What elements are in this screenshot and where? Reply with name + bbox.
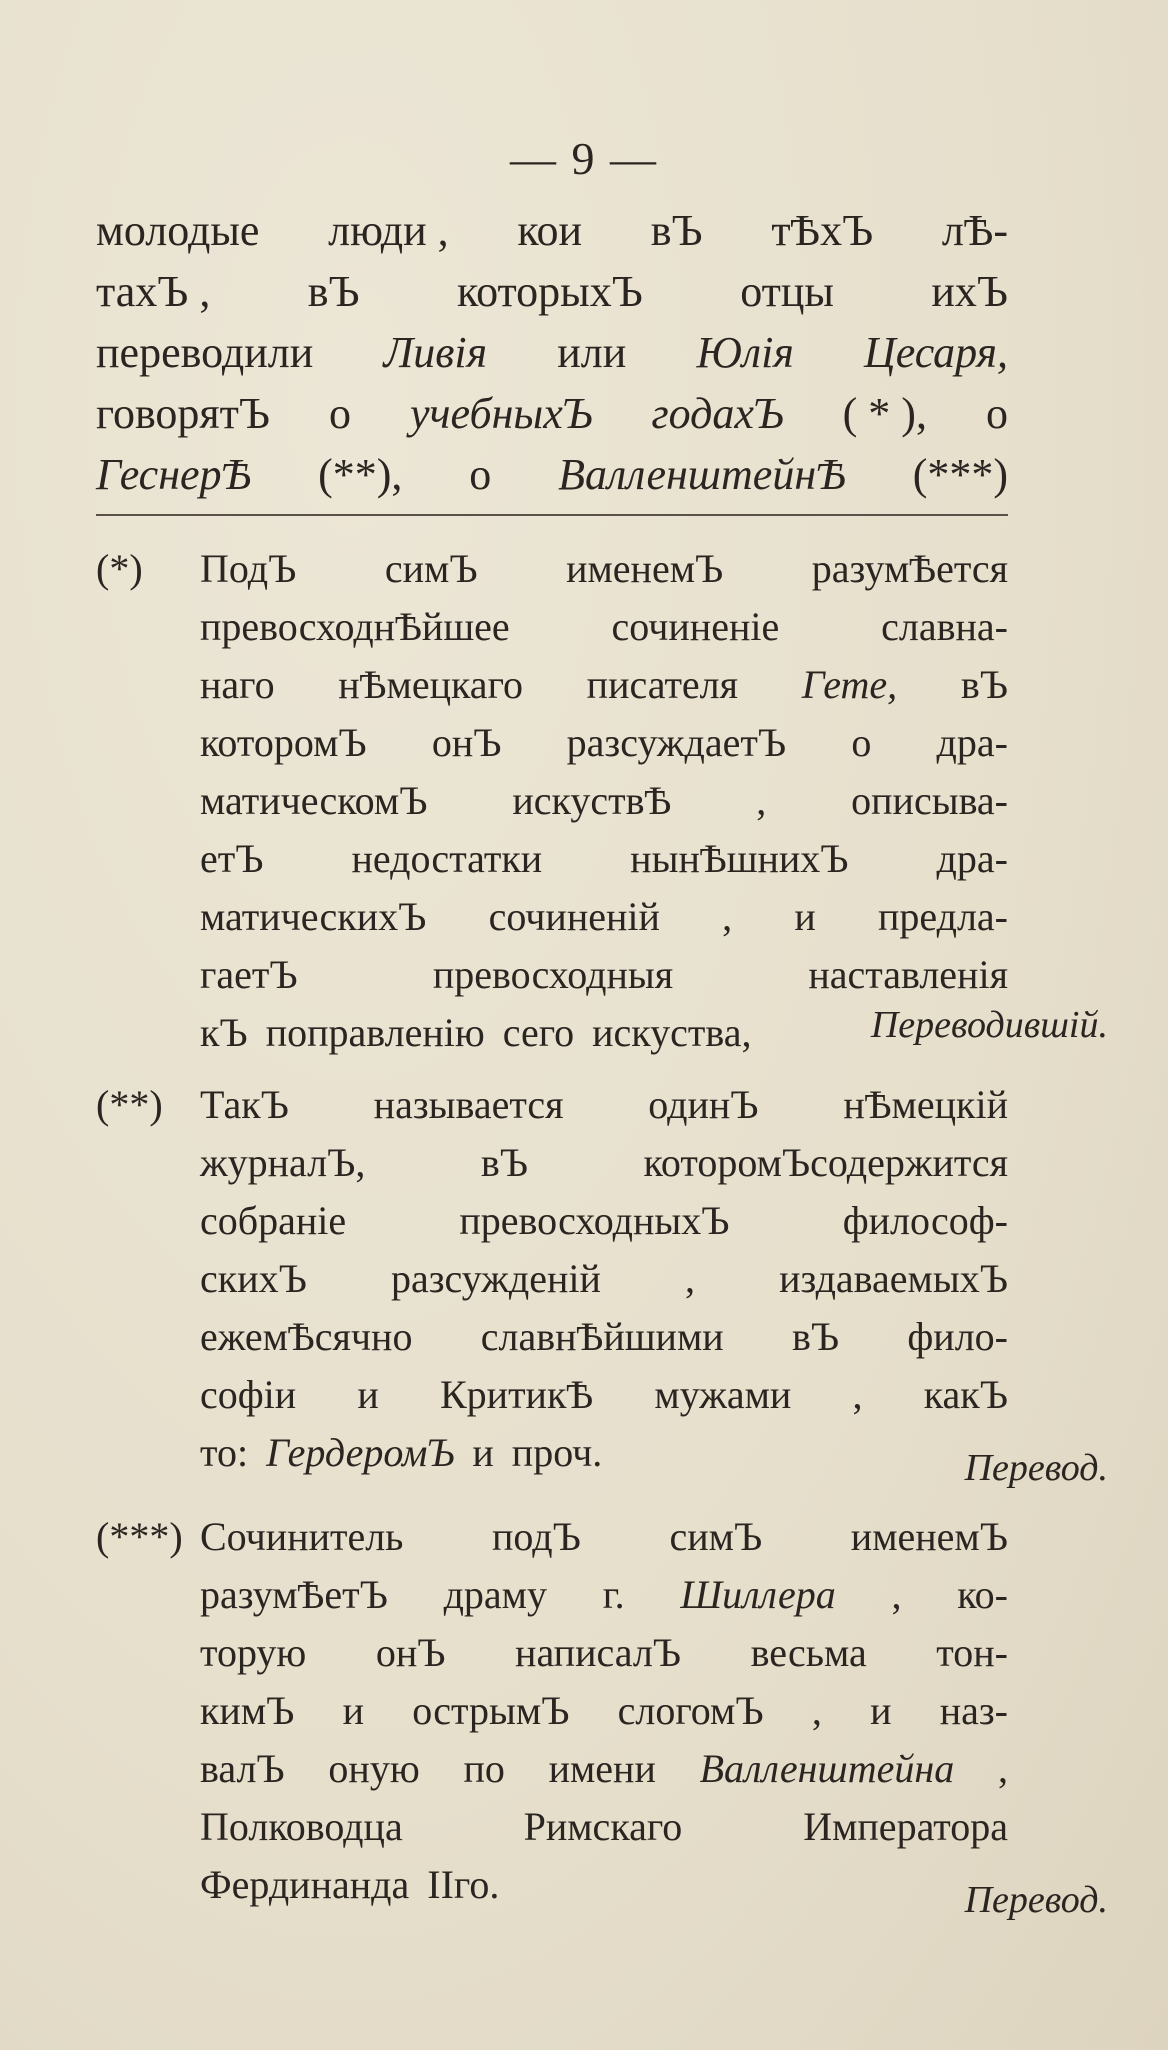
word: молодые: [96, 206, 260, 255]
word: Цесаря,: [863, 328, 1008, 377]
word: то:: [200, 1430, 249, 1475]
footnote-signature: Перевод.: [964, 1447, 1108, 1489]
word: ПодЪ: [200, 546, 297, 591]
word: писателя: [586, 662, 739, 707]
footnote-line: [200, 714, 1008, 772]
word: недостатки: [351, 836, 543, 881]
word: подЪ: [492, 1514, 581, 1559]
word: собраніе: [200, 1198, 347, 1243]
word: ,: [997, 1746, 1008, 1791]
footnote-body: [200, 540, 1008, 1062]
word: ,: [891, 1572, 902, 1617]
word: и: [870, 1688, 892, 1733]
word: вЪ: [650, 206, 703, 255]
word: говорятЪ: [96, 389, 270, 438]
word: Полководца: [200, 1804, 403, 1849]
page-number: — 9 —: [510, 133, 658, 184]
word: предла-: [877, 894, 1008, 939]
word: проч.: [511, 1430, 603, 1475]
word: именемЪ: [850, 1514, 1008, 1559]
word: онЪ: [431, 720, 502, 765]
footnote-line: [200, 656, 1008, 714]
word: драму: [443, 1572, 547, 1617]
footnote-marker: (**): [96, 1082, 163, 1127]
word: которыхЪ: [456, 267, 643, 316]
word: симЪ: [669, 1514, 763, 1559]
footnote-line: [200, 1076, 1008, 1134]
text-line: [96, 200, 1008, 261]
word: IIго.: [427, 1862, 500, 1907]
footnote-line: [200, 1424, 1008, 1482]
word: разсуждаетЪ: [566, 720, 787, 765]
word: симЪ: [384, 546, 478, 591]
word: Юлія: [696, 328, 794, 377]
word: разсужденій: [390, 1256, 601, 1301]
word: острымЪ: [412, 1688, 570, 1733]
word: софіи: [200, 1372, 297, 1417]
word: о: [328, 389, 351, 438]
word: о: [469, 450, 492, 499]
word: Ливія: [383, 328, 488, 377]
footnote-line: [200, 1250, 1008, 1308]
word: какЪ: [923, 1372, 1008, 1417]
word: сего: [502, 1010, 575, 1055]
word: кЪ: [200, 1010, 248, 1055]
word: и: [342, 1688, 365, 1733]
footnote-body: [200, 1076, 1008, 1482]
word: наго: [200, 662, 275, 707]
word: о: [985, 389, 1008, 438]
word: валЪ: [200, 1746, 285, 1791]
footnote-line: [200, 1308, 1008, 1366]
word: тахЪ ,: [96, 267, 211, 316]
word: ,: [756, 778, 767, 823]
word: Шиллера: [680, 1572, 836, 1617]
main-text: [96, 200, 1008, 505]
word: слогомЪ: [617, 1688, 764, 1733]
word: тѢхЪ: [771, 206, 874, 255]
word: сочиненій: [488, 894, 660, 939]
word: издаваемыхЪ: [779, 1256, 1008, 1301]
footnote-line: [200, 1798, 1008, 1856]
word: описыва-: [851, 778, 1008, 823]
word: вЪ: [960, 662, 1008, 707]
word: лѢ-: [941, 206, 1008, 255]
word: весьма: [750, 1630, 867, 1675]
word: и: [472, 1430, 494, 1475]
word: и: [794, 894, 816, 939]
word: тон-: [936, 1630, 1008, 1675]
footnote-line: [200, 1682, 1008, 1740]
word: по: [463, 1746, 505, 1791]
word: разумѢетЪ: [200, 1572, 388, 1617]
footnote-line: [200, 1566, 1008, 1624]
footnote-body: [200, 1508, 1008, 1914]
word: фило-: [907, 1314, 1008, 1359]
word: о: [851, 720, 872, 765]
word: вЪ: [480, 1140, 528, 1185]
footnote-line: [200, 1134, 1008, 1192]
word: Гете,: [801, 662, 898, 707]
word: которомЪсодержится: [643, 1140, 1008, 1185]
word: ГеснерѢ: [96, 450, 252, 499]
word: славнѢйшими: [480, 1314, 724, 1359]
footnote-line: [200, 888, 1008, 946]
footnote-line: [200, 1740, 1008, 1798]
word: дра-: [936, 836, 1008, 881]
word: годахЪ: [651, 389, 784, 438]
word: наз-: [939, 1688, 1008, 1733]
word: отцы: [740, 267, 834, 316]
footnote-signature: Переводившій.: [870, 1004, 1108, 1046]
word: ,: [811, 1688, 822, 1733]
text-line: [96, 383, 1008, 444]
word: Императора: [803, 1804, 1008, 1849]
word: философ-: [842, 1198, 1008, 1243]
word: Фердинанда: [200, 1862, 410, 1907]
word: ,: [722, 894, 733, 939]
footnote-marker: (*): [96, 546, 143, 591]
footnote-line: [200, 598, 1008, 656]
word: торую: [200, 1630, 307, 1675]
word: журналЪ,: [200, 1140, 366, 1185]
footnote-line: [200, 830, 1008, 888]
word: ко-: [957, 1572, 1008, 1617]
word: Римскаго: [523, 1804, 683, 1849]
footnote-line: [200, 1624, 1008, 1682]
word: переводили: [96, 328, 314, 377]
text-line: [96, 261, 1008, 322]
word: или: [557, 328, 627, 377]
word: учебныхЪ: [410, 389, 593, 438]
word: дра-: [936, 720, 1008, 765]
word: называется: [373, 1082, 564, 1127]
word: оную: [328, 1746, 420, 1791]
footnote-line: [200, 772, 1008, 830]
word: кимЪ: [200, 1688, 295, 1733]
word: вЪ: [791, 1314, 840, 1359]
word: и: [357, 1372, 379, 1417]
text-line: [96, 322, 1008, 383]
footnote-line: [200, 540, 1008, 598]
word: (***): [912, 450, 1008, 499]
word: Сочинитель: [200, 1514, 404, 1559]
word: ВалленштейнѢ: [558, 450, 846, 499]
footnote-line: [200, 1192, 1008, 1250]
word: ,: [684, 1256, 695, 1301]
word: ихЪ: [931, 267, 1008, 316]
word: нѢмецкій: [843, 1082, 1008, 1127]
word: Валленштейна: [699, 1746, 955, 1791]
footnote-marker: (***): [96, 1514, 183, 1559]
word: гаетЪ: [200, 952, 298, 997]
word: сочиненіе: [611, 604, 780, 649]
word: онЪ: [375, 1630, 446, 1675]
word: написалЪ: [515, 1630, 682, 1675]
word: ежемѢсячно: [200, 1314, 413, 1359]
word: наставленія: [808, 952, 1008, 997]
word: ( * ),: [842, 389, 927, 438]
word: превосходныхЪ: [459, 1198, 730, 1243]
footnote-line: [200, 946, 1008, 1004]
word: именемЪ: [566, 546, 724, 591]
word: которомЪ: [200, 720, 367, 765]
word: (**),: [318, 450, 403, 499]
footnote-line: [200, 1856, 1008, 1914]
footnote-divider: [96, 514, 1008, 516]
word: нынѢшнихЪ: [630, 836, 849, 881]
word: превосходнѢйшее: [200, 604, 510, 649]
word: вЪ: [307, 267, 360, 316]
word: кои: [517, 206, 583, 255]
word: люди ,: [328, 206, 449, 255]
word: ГердеромЪ: [266, 1430, 455, 1475]
word: искуствѢ: [512, 778, 672, 823]
word: поправленію: [265, 1010, 485, 1055]
word: мужами: [654, 1372, 792, 1417]
word: матическихЪ: [200, 894, 427, 939]
word: ,: [852, 1372, 863, 1417]
word: скихЪ: [200, 1256, 307, 1301]
word: г.: [602, 1572, 625, 1617]
word: КритикѢ: [439, 1372, 594, 1417]
footnote-line: [200, 1508, 1008, 1566]
word: одинЪ: [648, 1082, 759, 1127]
word: искуства,: [592, 1010, 752, 1055]
word: превосходныя: [432, 952, 674, 997]
text-line: [96, 444, 1008, 505]
word: нѢмецкаго: [338, 662, 523, 707]
word: ТакЪ: [200, 1082, 289, 1127]
word: имени: [548, 1746, 656, 1791]
word: славна-: [881, 604, 1008, 649]
word: разумѢется: [811, 546, 1008, 591]
word: матическомЪ: [200, 778, 428, 823]
footnote-line: [200, 1366, 1008, 1424]
word: етЪ: [200, 836, 264, 881]
footnote-signature: Перевод.: [964, 1879, 1108, 1921]
